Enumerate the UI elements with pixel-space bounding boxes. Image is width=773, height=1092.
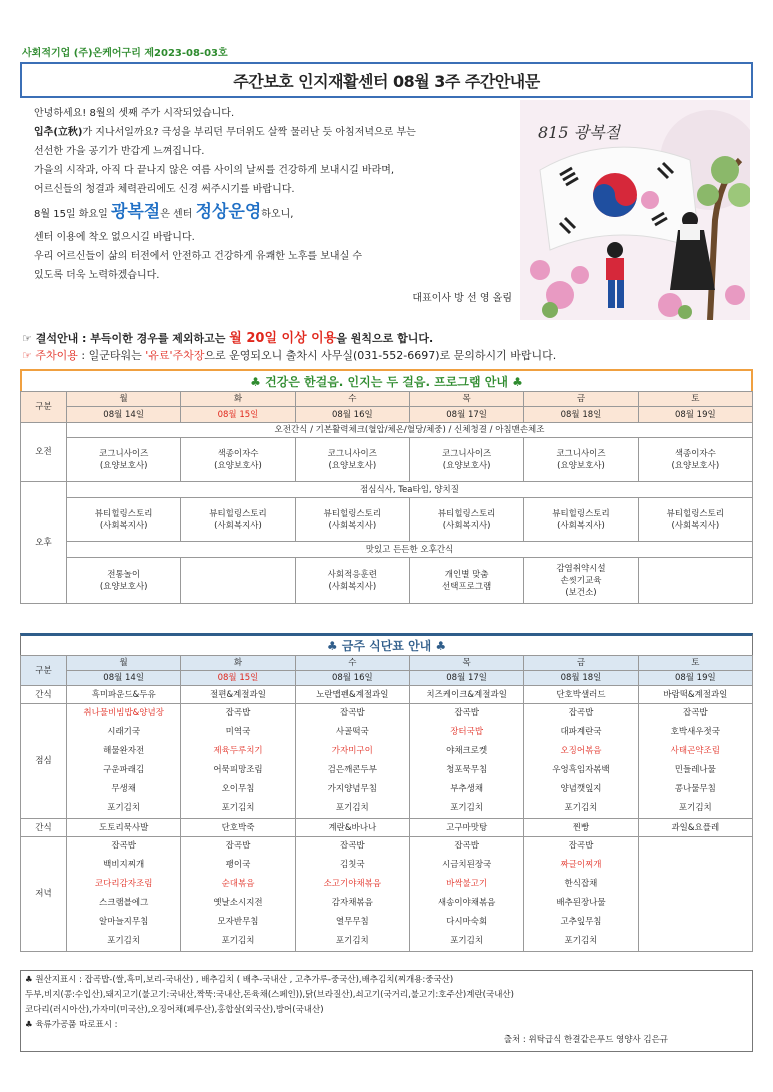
- letter-line: 우리 어르신들이 삶의 터전에서 안전하고 건강하게 유쾌한 노후를 보내실 수: [34, 251, 363, 262]
- menu-item: 잡곡밥: [454, 708, 479, 718]
- menu-item: 가지양념무침: [327, 784, 377, 794]
- menu-item: 잡곡밥: [568, 708, 594, 718]
- doc-number: 사회적기업 (주)온케어구리 제2023-08-03호: [22, 48, 228, 59]
- letter-line: [34, 123, 524, 142]
- menu-cell: 단호박죽: [181, 819, 295, 837]
- illustration-caption: 815 광복절: [538, 123, 620, 142]
- program-name: 뷰티힐링스토리: [437, 508, 496, 519]
- greeting-letter: [34, 104, 524, 308]
- letter-text: 하오니,: [261, 209, 294, 220]
- common-activity: 오전간식 / 기본활력체크(혈압/체온/혈당/체중) / 신체청결 / 아침맨손체조: [67, 423, 753, 438]
- program-name: 코그니사이즈: [556, 448, 606, 459]
- menu-cell: [67, 837, 181, 952]
- table-row: [21, 837, 753, 952]
- menu-cell: 과일&요플레: [638, 819, 752, 837]
- menu-item: 콩나물무침: [674, 784, 716, 794]
- menu-item: 민들레나물: [674, 765, 716, 775]
- menu-cell: 흑미파운드&두유: [67, 686, 181, 704]
- table-row: [21, 819, 753, 837]
- menu-item: 포기김치: [450, 936, 484, 946]
- program-name: 색종이자수: [674, 448, 716, 459]
- menu-item: 장터국밥: [450, 727, 484, 737]
- menu-item: 백비지찌개: [103, 860, 145, 870]
- program-cell: [67, 498, 181, 542]
- program-staff: (요양보호사): [671, 460, 720, 471]
- menu-item: 새송이야채볶음: [437, 898, 496, 908]
- menu-item: 잡곡밥: [225, 841, 251, 851]
- row-label: 간식: [21, 686, 67, 704]
- letter-signature: 대표이사 방 선 영 올림: [412, 293, 512, 304]
- day-header: 토: [638, 656, 752, 671]
- program-name: 색종이자수: [217, 448, 259, 459]
- menu-cell: [181, 837, 295, 952]
- program-staff: (사회복지사): [214, 520, 262, 531]
- letter-emph: 입추(立秋): [34, 127, 83, 138]
- program-staff: (사회복지사): [557, 520, 605, 531]
- table-row: [21, 656, 753, 671]
- program-cell: [524, 438, 638, 482]
- menu-item: 잡곡밥: [454, 841, 479, 851]
- menu-cell: 계란&바나나: [295, 819, 409, 837]
- menu-item: 감자채볶음: [331, 898, 373, 908]
- taegukgi-illustration: [520, 100, 750, 320]
- menu-item: 포기김치: [107, 936, 141, 946]
- menu-item: 포기김치: [450, 803, 484, 813]
- program-name: 코그니사이즈: [442, 448, 492, 459]
- letter-line: [34, 199, 524, 228]
- operation-status: 정상운영: [195, 202, 262, 222]
- program-name: 사회적응훈련: [327, 569, 377, 580]
- menu-item: 잡곡밥: [683, 708, 708, 718]
- letter-line: 안녕하세요! 8월의 셋째 주가 시작되었습니다.: [34, 108, 235, 119]
- date-header: 08월 19일: [638, 671, 752, 686]
- menu-item: 우엉흑임자볶백: [552, 765, 610, 775]
- row-label: 간식: [21, 819, 67, 837]
- origin-line: ♣ 원산지표시 : 잡곡밥-(쌀,흑미,보리-국내산) , 배추김치 ( 배추-국내산 , 고추가루-중국산),배추김치(찌개용:중국산): [25, 975, 454, 985]
- menu-item: 옛날소시지전: [213, 898, 263, 908]
- parking-notice: [22, 347, 556, 363]
- menu-item: [641, 932, 750, 951]
- program-name: 전통놀이: [107, 569, 141, 580]
- menu-cell: 치즈케이크&계절과일: [409, 686, 523, 704]
- day-header: 금: [524, 656, 638, 671]
- menu-cell: 고구마맛탕: [409, 819, 523, 837]
- menu-item: 고추잎무침: [560, 917, 602, 927]
- menu-cell: [638, 704, 752, 819]
- origin-line: 코다리(러시아산),가자미(미국산),오징어채(페루산),홍합살(외국산),방어(국내산): [25, 1005, 324, 1015]
- menu-item: [641, 875, 750, 894]
- program-table: [20, 391, 753, 604]
- notice-text: : 일군타워는: [77, 349, 146, 362]
- menu-cell: [181, 704, 295, 819]
- notice-text: ☞ 결석안내 : 부득이한 경우를 제외하고는: [22, 332, 230, 345]
- table-row: [21, 671, 753, 686]
- origin-line: 두부,비지(콩:수입산),돼지고기(불고기:국내산,짝뚝:국내산,돈육채(스페인)),닭(브라질산),쇠고기(국거리,불고기:호주산)계란(국내산): [25, 990, 514, 1000]
- menu-item: 잡곡밥: [111, 841, 136, 851]
- common-activity: 점심식사, Tea타임, 양치질: [67, 482, 753, 498]
- letter-line: 있도록 더욱 노력하겠습니다.: [34, 270, 160, 281]
- menu-item: 포기김치: [335, 803, 369, 813]
- row-label: 오전: [21, 423, 67, 482]
- col-label: 구분: [21, 392, 67, 423]
- program-staff: (사회복지사): [328, 520, 377, 531]
- menu-item: 포기김치: [221, 936, 255, 946]
- date-header: 08월 14일: [67, 671, 181, 686]
- menu-item: 청포묵무침: [446, 765, 488, 775]
- menu-item: 포기김치: [564, 803, 598, 813]
- table-row: [21, 704, 753, 819]
- menu-item: 김칫국: [340, 860, 365, 870]
- day-header: 월: [67, 392, 181, 407]
- notice-label: ☞ 주차이용: [22, 349, 78, 362]
- program-name: 뷰티힐링스토리: [323, 508, 382, 519]
- title-box: [20, 62, 753, 98]
- menu-item: 잡곡밥: [225, 708, 251, 718]
- program-cell: [67, 558, 181, 604]
- menu-item: 한식잡채: [564, 879, 598, 889]
- menu-item: 포기김치: [678, 803, 712, 813]
- program-cell: [638, 498, 752, 542]
- table-row: [21, 423, 753, 438]
- menu-item: 시금치된장국: [442, 860, 492, 870]
- letter-line: 센터 이용에 착오 없으시길 바랍니다.: [34, 232, 195, 243]
- menu-item: 오이무침: [221, 784, 255, 794]
- letter-text: 가 지나서일까요? 극성을 부리던 무더위도 살짝 물러난 듯 아침저녁으로 부는: [82, 127, 416, 138]
- program-staff: (사회복지사): [671, 520, 720, 531]
- menu-cell: [524, 704, 638, 819]
- program-name: 뷰티힐링스토리: [552, 508, 610, 519]
- day-header: 금: [524, 392, 638, 407]
- program-name: 개인별 맞춤: [444, 569, 489, 580]
- menu-item: 제육두루치기: [213, 746, 263, 756]
- menu-item: 배추된장나물: [556, 898, 606, 908]
- origin-line: ♣ 육류가공품 따로표시 :: [25, 1020, 118, 1030]
- program-staff: (요양보호사): [328, 460, 377, 471]
- table-row: [21, 482, 753, 498]
- date-header: 08월 16일: [295, 671, 409, 686]
- menu-item: 순대볶음: [221, 879, 255, 889]
- program-cell: [638, 438, 752, 482]
- program-cell: [295, 558, 409, 604]
- menu-item: 사골떡국: [335, 727, 369, 737]
- menu-cell: [295, 704, 409, 819]
- program-staff: (보건소): [565, 587, 597, 598]
- row-label: 저녁: [21, 837, 67, 952]
- menu-item: 호박새우젓국: [670, 727, 720, 737]
- menu-item: 열무무침: [335, 917, 369, 927]
- program-section-title: ♣ 건강은 한걸음. 인지는 두 걸음. 프로그램 안내 ♣: [20, 369, 753, 391]
- meal-table: [20, 655, 753, 952]
- col-label: 구분: [21, 656, 67, 686]
- program-cell: [409, 438, 523, 482]
- menu-item: [641, 856, 750, 875]
- program-cell: [181, 558, 295, 604]
- origin-label-box: [20, 970, 753, 1052]
- menu-item: 가자미구이: [331, 746, 373, 756]
- holiday-name: 광복절: [110, 202, 161, 222]
- menu-cell: 도토리묵사발: [67, 819, 181, 837]
- date-header: 08월 18일: [524, 671, 638, 686]
- menu-item: [641, 894, 750, 913]
- day-header: 화: [181, 656, 295, 671]
- program-cell: [409, 558, 523, 604]
- program-staff: (요양보호사): [99, 581, 148, 592]
- letter-line: 선선한 가을 공기가 반갑게 느껴집니다.: [34, 146, 205, 157]
- date-header: 08월 17일: [409, 407, 523, 423]
- day-header: 월: [67, 656, 181, 671]
- notice-text: 으로 운영되오니 출차시 사무실(031-552-6697)로 문의하시기 바랍니다.: [204, 349, 557, 362]
- program-staff: (요양보호사): [214, 460, 262, 471]
- menu-cell: [409, 837, 523, 952]
- menu-item: 시래기국: [107, 727, 141, 737]
- menu-item: 바싹불고기: [446, 879, 488, 889]
- day-header: 수: [295, 392, 409, 407]
- menu-item: 포기김치: [564, 936, 598, 946]
- date-header: 08월 19일: [638, 407, 752, 423]
- menu-item: 포기김치: [107, 803, 141, 813]
- row-label: 점심: [21, 704, 67, 819]
- menu-cell: 찐빵: [524, 819, 638, 837]
- program-cell: [67, 438, 181, 482]
- menu-item: 포기김치: [335, 936, 369, 946]
- program-cell: [295, 498, 409, 542]
- program-staff: (요양보호사): [557, 460, 605, 471]
- date-header: 08월 18일: [524, 407, 638, 423]
- menu-item: 잡곡밥: [340, 708, 365, 718]
- notice-text: 을 원칙으로 합니다.: [336, 332, 434, 345]
- menu-item: 팽이국: [225, 860, 251, 870]
- program-name: 코그니사이즈: [327, 448, 377, 459]
- program-staff: (사회복지사): [328, 581, 377, 592]
- menu-item: 짜글이찌개: [560, 860, 602, 870]
- program-cell: [524, 558, 638, 604]
- table-row: [21, 392, 753, 407]
- menu-item: 미역국: [225, 727, 251, 737]
- date-header: 08월 17일: [409, 671, 523, 686]
- program-name: 감염취약시설: [556, 563, 606, 574]
- menu-item: 양념깻잎지: [560, 784, 602, 794]
- notice-emph: 월 20일 이상 이용: [229, 331, 337, 346]
- table-row: [21, 438, 753, 482]
- table-row: [21, 558, 753, 604]
- menu-item: 취나물비빔밥&양념장: [83, 708, 164, 718]
- menu-item: 부추생채: [450, 784, 484, 794]
- date-header: 08월 15일: [181, 407, 295, 423]
- menu-item: 잡곡밥: [568, 841, 594, 851]
- program-name: 선택프로그램: [442, 581, 492, 592]
- date-header: 08월 15일: [181, 671, 295, 686]
- menu-item: 코다리감자조림: [94, 879, 153, 889]
- row-label: 오후: [21, 482, 67, 604]
- program-staff: (요양보호사): [442, 460, 491, 471]
- program-cell: [638, 558, 752, 604]
- menu-cell: 절편&계절과일: [181, 686, 295, 704]
- menu-cell: 바람떡&계절과일: [638, 686, 752, 704]
- notice-emph: '유료'주차장: [145, 349, 205, 362]
- menu-cell: [409, 704, 523, 819]
- program-cell: [181, 498, 295, 542]
- menu-item: 잡곡밥: [340, 841, 365, 851]
- menu-item: 무생채: [111, 784, 136, 794]
- menu-item: 포기김치: [221, 803, 255, 813]
- menu-item: 야채크로켓: [446, 746, 488, 756]
- absence-notice: [22, 327, 433, 346]
- menu-item: 다시마숙회: [446, 917, 488, 927]
- menu-item: 오징어볶음: [560, 746, 602, 756]
- menu-item: 소고기야채볶음: [323, 879, 382, 889]
- menu-item: 스크램블에그: [99, 898, 149, 908]
- letter-line: 어르신들의 청결과 체력관리에도 신경 써주시기를 바랍니다.: [34, 184, 295, 195]
- menu-item: 대파계란국: [560, 727, 602, 737]
- menu-item: 해물완자전: [103, 746, 145, 756]
- letter-line: 가을의 시작과, 아직 다 끝나지 않은 여름 사이의 날씨를 건강하게 보내시길 바라며,: [34, 165, 395, 176]
- table-row: [21, 686, 753, 704]
- menu-cell: [67, 704, 181, 819]
- day-header: 화: [181, 392, 295, 407]
- menu-item: [641, 913, 750, 932]
- program-staff: (요양보호사): [99, 460, 148, 471]
- menu-item: 사태곤약조림: [670, 746, 720, 756]
- program-cell: [181, 438, 295, 482]
- menu-cell: [524, 837, 638, 952]
- menu-item: [641, 837, 750, 856]
- menu-item: 구운파래김: [103, 765, 145, 775]
- page-title: 주간보호 인지재활센터 08월 3주 주간안내문: [233, 71, 540, 91]
- menu-item: 검은깨콘두부: [327, 765, 377, 775]
- program-name: 손씻기교육: [560, 575, 602, 586]
- day-header: 목: [409, 656, 523, 671]
- day-header: 토: [638, 392, 752, 407]
- menu-cell: 단호박샐러드: [524, 686, 638, 704]
- program-cell: [295, 438, 409, 482]
- menu-cell: [638, 837, 752, 952]
- menu-item: 어묵피망조림: [213, 765, 263, 775]
- program-cell: [524, 498, 638, 542]
- letter-text: 8월 15일 화요일: [34, 209, 111, 220]
- program-name: 뷰티힐링스토리: [209, 508, 267, 519]
- program-name: 코그니사이즈: [99, 448, 149, 459]
- letter-text: 은 센터: [160, 209, 196, 220]
- day-header: 목: [409, 392, 523, 407]
- common-activity: 맛있고 든든한 오후간식: [67, 542, 753, 558]
- table-row: [21, 498, 753, 542]
- date-header: 08월 16일: [295, 407, 409, 423]
- meal-section-title: ♣ 금주 식단표 안내 ♣: [20, 633, 753, 655]
- program-staff: (사회복지사): [442, 520, 491, 531]
- date-header: 08월 14일: [67, 407, 181, 423]
- table-row: [21, 542, 753, 558]
- table-row: [21, 407, 753, 423]
- menu-source: 출처 : 위탁급식 한결같은푸드 영양사 김은규: [503, 1035, 668, 1045]
- day-header: 수: [295, 656, 409, 671]
- program-staff: (사회복지사): [99, 520, 148, 531]
- menu-item: 모자반무침: [217, 917, 259, 927]
- menu-item: 알마늘지무침: [99, 917, 149, 927]
- menu-cell: 노란맵펜&계절과일: [295, 686, 409, 704]
- program-name: 뷰티힐링스토리: [666, 508, 725, 519]
- program-cell: [409, 498, 523, 542]
- menu-cell: [295, 837, 409, 952]
- program-name: 뷰티힐링스토리: [94, 508, 153, 519]
